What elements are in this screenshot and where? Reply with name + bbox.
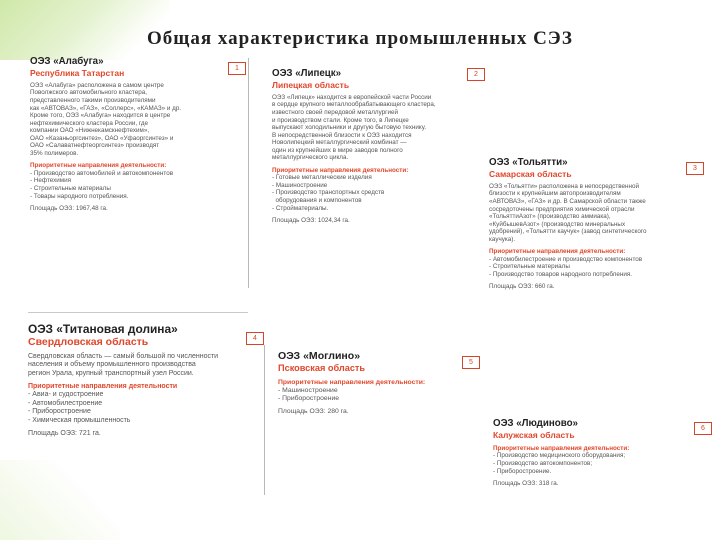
zone-region: Республика Татарстан xyxy=(30,67,125,78)
zone-region: Липецкая область xyxy=(272,79,350,90)
sez-card-lyudinovo xyxy=(493,418,688,488)
zone-description xyxy=(30,82,245,157)
priority-item: - Готовые металлические изделия xyxy=(272,174,372,182)
zone-number-badge: 5 xyxy=(462,356,480,369)
zone-region: Свердловская область xyxy=(28,336,149,349)
sez-card-lipetsk xyxy=(272,68,472,225)
description-line: ОАО «Казаньоргсинтез», ОАО «Уфаоргсинтез» и xyxy=(30,134,174,142)
priority-title: Приоритетные направления деятельности xyxy=(28,383,178,391)
priority-item: - Нефтехимия xyxy=(30,177,72,185)
description-line: сосредоточены предприятия химической отрасли xyxy=(489,205,635,213)
description-line: нефтехимического кластера России, где xyxy=(30,119,149,127)
description-line: один из крупнейших в мире заводов полного xyxy=(272,146,403,154)
description-line: металлургического цикла. xyxy=(272,154,349,162)
description-line: и производством стали. Кроме того, в Липецке xyxy=(272,116,409,124)
zone-number-badge: 1 xyxy=(228,62,246,75)
zone-description xyxy=(489,183,711,243)
divider xyxy=(28,312,248,313)
zone-description xyxy=(28,353,263,378)
decorative-corner-bottom xyxy=(0,460,120,540)
priority-title: Приоритетные направления деятельности: xyxy=(489,248,626,256)
sez-card-alabuga xyxy=(30,56,245,213)
description-line: в сердце крупного металлообрабатывающего кластера, xyxy=(272,101,436,109)
divider xyxy=(264,345,265,495)
priority-item: - Автомобилестроение и производство компонентов xyxy=(489,255,643,263)
priority-item: - Строительные материалы xyxy=(30,185,111,193)
zone-area: Площадь ОЭЗ: 721 га. xyxy=(28,430,101,437)
description-line: представленного такими производителями xyxy=(30,97,156,104)
priority-title: Приоритетные направления деятельности: xyxy=(278,378,426,386)
zone-name: ОЭЗ «Людиново» xyxy=(493,418,578,429)
description-line: Свердловская область — самый большой по численности xyxy=(28,352,219,360)
divider xyxy=(248,58,249,288)
zone-name: ОЭЗ «Тольятти» xyxy=(489,157,568,168)
zone-region: Самарская область xyxy=(489,168,572,179)
zone-number-badge: 2 xyxy=(467,68,485,81)
description-line: населения и объему промышленного производства xyxy=(28,361,196,369)
description-line: выпускают холодильники и другую бытовую технику. xyxy=(272,124,426,132)
zone-area: Площадь ОЭЗ: 318 га. xyxy=(493,480,559,488)
description-line: Кроме того, ОЭЗ «Алабуга» находится в центре xyxy=(30,112,171,120)
priority-item: - Производство автокомпонентов; xyxy=(493,460,593,467)
description-line: Новолипецкий металлургический комбинат — xyxy=(272,139,407,147)
page-title: Общая характеристика промышленных СЭЗ xyxy=(147,28,573,49)
priority-item: - Машиностроение xyxy=(272,181,328,189)
description-line: «ТольяттиАзот» (производство аммиака), xyxy=(489,213,611,221)
description-line: Поволжского автомобильного кластера, xyxy=(30,89,147,97)
zone-name: ОЭЗ «Алабуга» xyxy=(30,56,104,67)
priority-item: оборудования и компонентов xyxy=(272,197,362,205)
priority-item: - Автомобилестроение xyxy=(28,399,103,407)
priority-title: Приоритетные направления деятельности: xyxy=(272,166,409,174)
description-line: ОЭЗ «Липецк» находится в европейской части России xyxy=(272,93,432,101)
priority-title: Приоритетные направления деятельности: xyxy=(493,444,630,452)
priority-item: - Стройматериалы. xyxy=(272,204,329,212)
description-line: близости к крупнейшим автопроизводителям xyxy=(489,190,621,198)
description-line: 35% полимеров. xyxy=(30,149,79,157)
zone-name: ОЭЗ «Моглино» xyxy=(278,350,361,362)
zone-name: ОЭЗ «Липецк» xyxy=(272,68,342,79)
zone-number-badge: 3 xyxy=(686,162,704,175)
description-line: ОАО «Салаватнефтеоргсинтез» производят xyxy=(30,142,160,150)
priority-item: - Товары народного потребления. xyxy=(30,192,129,200)
priority-item: - Производство автомобилей и автокомпонентов xyxy=(30,169,174,177)
zone-name: ОЭЗ «Титановая долина» xyxy=(28,322,178,336)
priority-item: - Приборостроение xyxy=(278,394,340,402)
description-line: известного своей передовой металлургией xyxy=(272,109,398,116)
zone-area: Площадь ОЭЗ: 1967,48 га. xyxy=(30,205,108,213)
zone-region: Калужская область xyxy=(493,429,575,440)
zone-number-badge: 4 xyxy=(246,332,264,345)
description-line: регион Урала, крупный транспортный узел России. xyxy=(28,369,194,377)
zone-area: Площадь ОЭЗ: 280 га. xyxy=(278,408,349,416)
priority-item: - Приборостроение. xyxy=(493,467,552,475)
description-line: «АВТОВАЗ», «ГАЗ» и др. В Самарской области также xyxy=(489,198,646,205)
description-line: «КуйбышевАзот» (производство минеральных xyxy=(489,220,626,228)
priority-item: - Приборостроение xyxy=(28,408,91,416)
description-line: компании ОАО «Нижнекамскнефтехим», xyxy=(30,127,150,135)
zone-area: Площадь ОЭЗ: 660 га. xyxy=(489,283,555,291)
priority-item: - Производство медицинского оборудования; xyxy=(493,452,626,460)
description-line: как «АВТОВАЗ», «ГАЗ», «Соллерс», «КАМАЗ» и др. xyxy=(30,104,182,112)
priority-item: - Химическая промышленность xyxy=(28,416,131,424)
sez-card-moglino xyxy=(278,350,458,416)
description-line: ОЭЗ «Тольятти» расположена в непосредственной xyxy=(489,182,640,190)
description-line: ОЭЗ «Алабуга» расположена в самом центре xyxy=(30,81,164,89)
priority-item: - Производство товаров народного потребления. xyxy=(489,270,632,278)
priority-item: - Авиа- и судостроение xyxy=(28,391,104,399)
description-line: удобрений), «Тольятти каучук» (завод синтетического xyxy=(489,228,647,236)
description-line: В непосредственной близости к ОЭЗ находится xyxy=(272,131,412,139)
priority-item: - Машиностроение xyxy=(278,386,338,394)
sez-card-titanium-valley xyxy=(28,322,263,438)
priority-title: Приоритетные направления деятельности: xyxy=(30,162,167,170)
sez-card-togliatti xyxy=(489,157,711,291)
zone-description xyxy=(272,94,472,162)
zone-area: Площадь ОЭЗ: 1024,34 га. xyxy=(272,217,350,225)
zone-region: Псковская область xyxy=(278,362,366,373)
priority-item: - Строительные материалы xyxy=(489,263,570,271)
priority-item: - Производство транспортных средств xyxy=(272,189,385,197)
description-line: каучука). xyxy=(489,235,516,243)
zone-number-badge: 6 xyxy=(694,422,712,435)
